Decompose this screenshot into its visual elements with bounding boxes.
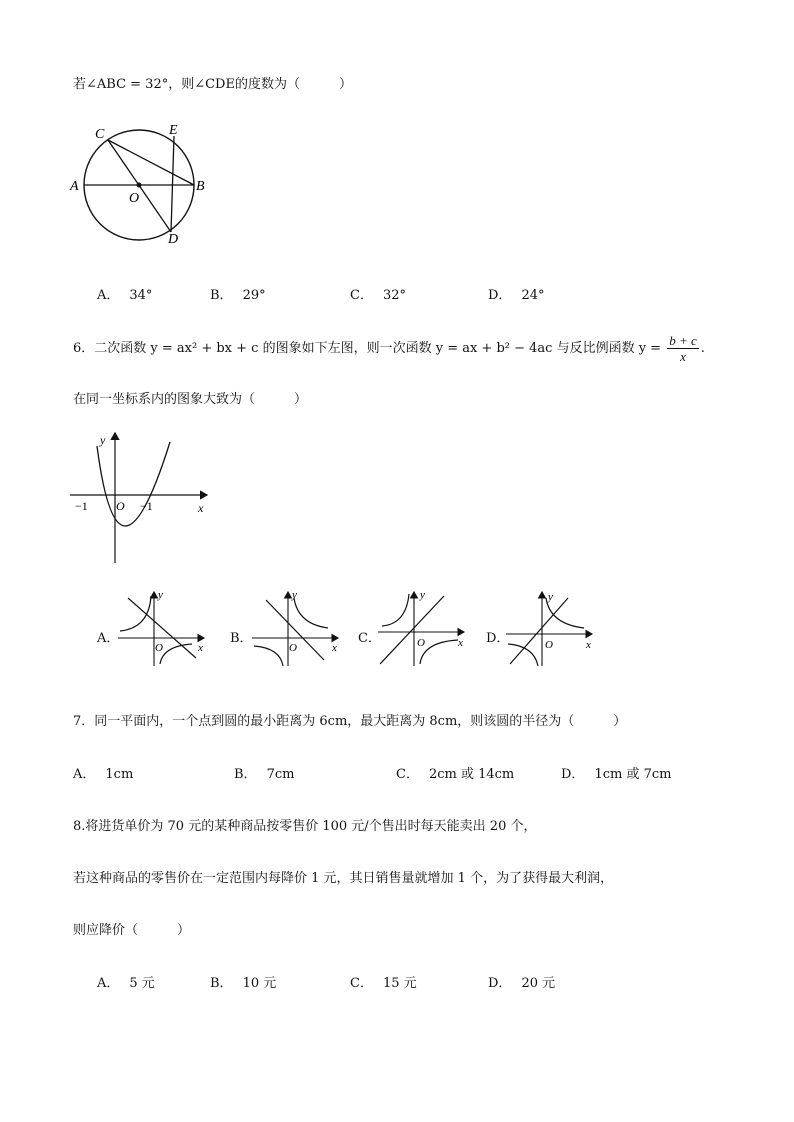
y-label: y [100,433,106,447]
fraction-denominator: x [680,349,686,364]
q7-stem: 7．同一平面内，一个点到圆的最小距离为 6cm，最大距离为 8cm，则该圆的半径为（ ） [73,714,627,729]
q6-stem-text: 6．二次函数 y = ax² + bx + c 的图象如下左图，则一次函数 y = ax + b² − 4ac 与反比例函数 y = [73,341,666,356]
q8-option-b[interactable] [210,972,276,991]
option-text: 29° [242,288,266,303]
tick-label-neg-one: −1 [75,499,88,513]
q8-line-1: 8.将进货单价为 70 元的某种商品按零售价 100 元/个售出时每天能卖出 20 个， [73,819,537,834]
option-text: 7cm [266,767,295,782]
option-label: A． [97,288,120,303]
origin-label: O [417,637,425,649]
q8-option-d[interactable] [488,972,555,991]
y-label: y [548,591,553,603]
q6-option-d-graph[interactable] [502,588,597,668]
hyperbola-branch [508,644,538,666]
option-text: 1cm 或 7cm [594,767,672,782]
y-label: y [420,589,425,601]
q6-option-d-label[interactable]: D． [486,631,510,646]
option-label: C． [396,767,419,782]
q6-option-b-graph[interactable] [248,588,343,668]
hyperbola-branch [294,598,328,628]
q6-option-b-label[interactable]: B． [230,631,253,646]
label-b: B [196,179,205,194]
label-a: A [70,179,79,194]
hyperbola-branch [254,646,283,666]
option-label: D． [488,976,512,991]
parabola-curve [97,442,170,526]
chord-cb [108,140,194,185]
option-text: 20 元 [521,976,556,991]
option-label: C． [350,288,373,303]
option-text: 34° [129,288,153,303]
x-label: x [198,642,203,654]
q6-option-c-graph[interactable] [374,588,469,668]
label-c: C [95,127,105,142]
label-o: O [129,191,140,206]
center-point-o [137,183,142,188]
x-label: x [586,639,591,651]
hyperbola-branch [420,640,458,664]
hyperbola-branch [120,596,151,631]
option-text: 1cm [105,767,134,782]
q5-stem: 若∠ABC = 32°，则∠CDE的度数为（ ） [73,77,352,92]
y-label: y [292,589,297,601]
option-text: 2cm 或 14cm [428,767,515,782]
q8-option-c[interactable] [350,972,417,991]
q8-option-a[interactable] [97,972,155,991]
q6-stem-line2: 在同一坐标系内的图象大致为（ ） [73,392,308,407]
option-label: C． [350,976,373,991]
option-label: A． [73,767,96,782]
chord-ed [171,136,174,232]
q6-fraction [667,333,699,364]
option-text: 5 元 [129,976,155,991]
q6-option-a-graph[interactable] [114,588,209,668]
q8-line-3: 则应降价（ ） [73,923,191,938]
q5-option-a[interactable] [97,284,152,303]
q5-option-b[interactable] [210,284,266,303]
option-label: B． [210,976,233,991]
linear-line [510,598,568,664]
q7-option-b[interactable] [234,763,294,782]
origin-label: O [545,639,553,651]
option-text: 24° [521,288,545,303]
option-label: A． [97,976,120,991]
fraction-numerator: b + c [669,333,697,348]
option-label: D． [488,288,512,303]
q6-stem [73,333,705,364]
tick-label-one: −1 [140,499,153,513]
q5-option-c[interactable] [350,284,406,303]
origin-label: O [155,642,163,654]
q7-option-d[interactable] [561,763,671,782]
option-label: B． [234,767,257,782]
linear-line [380,596,444,664]
option-text: 10 元 [242,976,277,991]
q7-option-a[interactable] [73,763,133,782]
q6-parabola-graph [70,428,220,568]
q5-option-d[interactable] [488,284,544,303]
origin-label: O [289,642,297,654]
q7-option-c[interactable] [396,763,514,782]
origin-label: O [116,499,125,513]
x-label: x [198,501,204,515]
label-e: E [169,123,178,138]
q6-option-c-label[interactable]: C． [358,631,381,646]
label-d: D [168,232,179,247]
option-label: B． [210,288,233,303]
x-label: x [458,637,463,649]
y-label: y [158,589,163,601]
option-text: 32° [382,288,406,303]
q6-option-a-label[interactable]: A． [97,631,120,646]
hyperbola-branch [160,644,192,664]
option-text: 15 元 [382,976,417,991]
hyperbola-branch [382,594,409,626]
q5-circle-figure [70,120,220,250]
x-label: x [332,642,337,654]
option-label: D． [561,767,585,782]
q8-line-2: 若这种商品的零售价在一定范围内每降价 1 元，其日销售量就增加 1 个，为了获得最大利润， [73,871,614,886]
q6-stem-end: . [700,341,705,356]
